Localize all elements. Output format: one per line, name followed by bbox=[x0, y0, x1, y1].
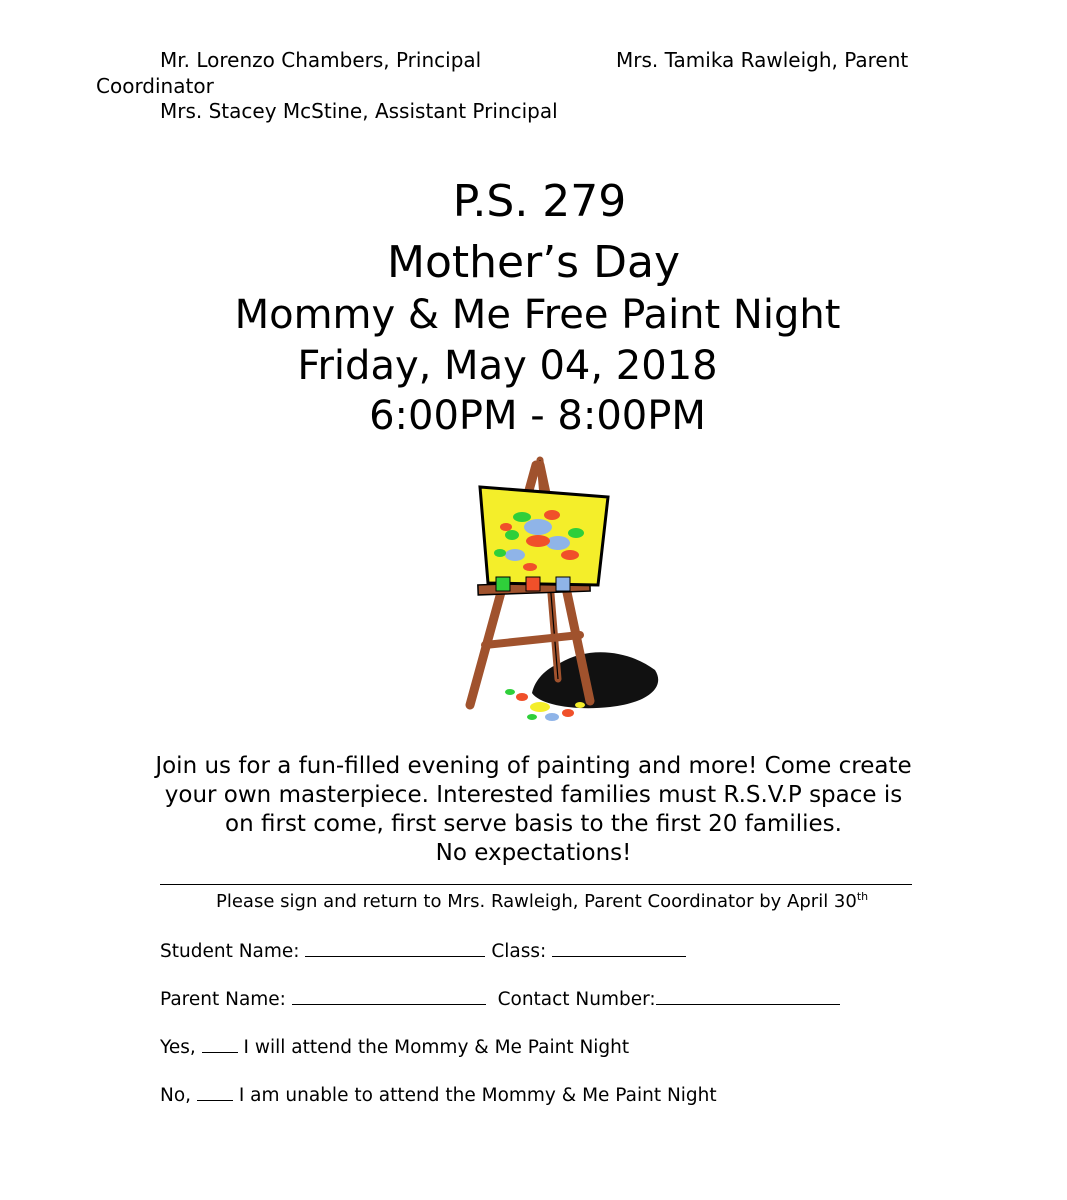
contact-number-label: Contact Number: bbox=[497, 989, 656, 1010]
return-instruction: Please sign and return to Mrs. Rawleigh, Parent Coordinator by April 30th bbox=[216, 890, 869, 912]
yes-row bbox=[160, 1034, 629, 1058]
description-line-3: on first come, first serve basis to the first 20 families. bbox=[225, 811, 842, 837]
class-label: Class: bbox=[491, 941, 547, 962]
easel-painting-illustration bbox=[440, 455, 670, 725]
description-line-4: No expectations! bbox=[435, 840, 632, 866]
parent-row bbox=[160, 986, 840, 1010]
student-row bbox=[160, 938, 686, 962]
class-field[interactable] bbox=[552, 938, 686, 957]
student-name-label: Student Name: bbox=[160, 941, 300, 962]
coordinator-name: Mrs. Tamika Rawleigh, Parent bbox=[616, 48, 909, 72]
no-label: No, bbox=[160, 1085, 192, 1106]
no-statement: I am unable to attend the Mommy & Me Paint Night bbox=[238, 1085, 717, 1106]
no-checkmark-field[interactable] bbox=[197, 1082, 233, 1101]
event-occasion: Mother’s Day bbox=[387, 237, 680, 288]
coordinator-title-wrap: Coordinator bbox=[96, 74, 214, 98]
description-line-2: your own masterpiece. Interested families must R.S.V.P space is bbox=[164, 782, 903, 808]
yes-label: Yes, bbox=[160, 1037, 196, 1058]
no-row bbox=[160, 1082, 717, 1106]
contact-number-field[interactable] bbox=[656, 986, 840, 1005]
principal-name: Mr. Lorenzo Chambers, Principal bbox=[160, 48, 482, 72]
description-line-1: Join us for a fun-filled evening of painting and more! Come create bbox=[155, 753, 912, 779]
event-date: Friday, May 04, 2018 bbox=[297, 343, 718, 389]
yes-checkmark-field[interactable] bbox=[202, 1034, 238, 1053]
yes-statement: I will attend the Mommy & Me Paint Night bbox=[243, 1037, 630, 1058]
parent-name-label: Parent Name: bbox=[160, 989, 286, 1010]
event-name: Mommy & Me Free Paint Night bbox=[234, 292, 841, 338]
cut-line-divider bbox=[160, 884, 912, 885]
school-name: P.S. 279 bbox=[452, 176, 627, 227]
parent-name-field[interactable] bbox=[292, 986, 486, 1005]
event-time: 6:00PM - 8:00PM bbox=[369, 393, 706, 439]
assistant-principal-name: Mrs. Stacey McStine, Assistant Principal bbox=[160, 99, 558, 123]
student-name-field[interactable] bbox=[305, 938, 485, 957]
